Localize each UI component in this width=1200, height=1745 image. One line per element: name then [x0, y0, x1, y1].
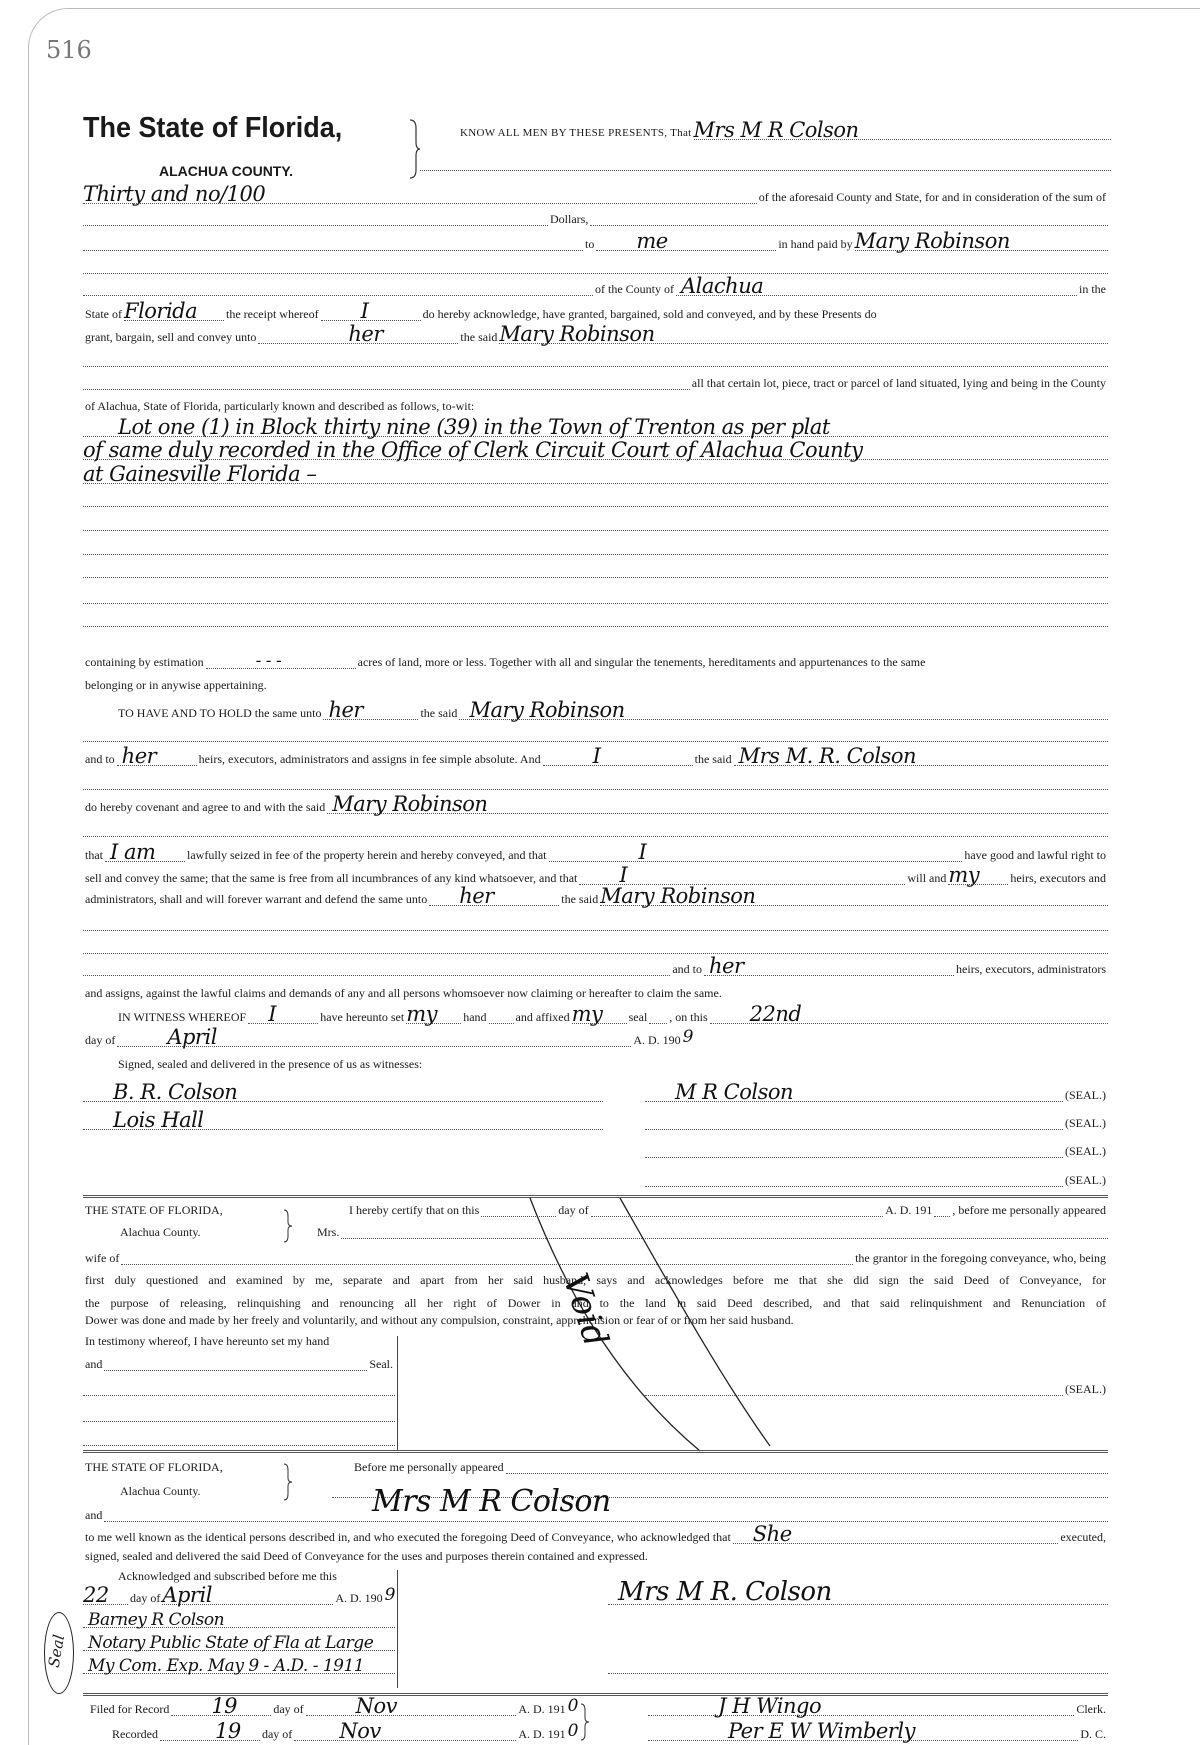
form-text: heirs, executors, administrators: [956, 962, 1106, 976]
form-text: Clerk.: [1076, 1702, 1106, 1716]
form-line: [83, 349, 1108, 367]
void-mark: Void: [554, 1268, 616, 1352]
fill-line: [332, 1484, 1108, 1519]
form-text: lawfully seized in fee of the property herein and hereby conveyed, and that: [187, 848, 547, 862]
handwritten-her: her: [328, 698, 363, 722]
fill-line: [124, 299, 224, 323]
acknowledger-signature: Mrs M R. Colson: [618, 1577, 832, 1607]
blank-line: [83, 541, 1108, 555]
fill-line: [645, 1173, 1063, 1187]
handwritten-year-digit: 0: [567, 1696, 578, 1716]
handwritten-year-digit: 9: [384, 1585, 395, 1605]
handwritten-her: her: [459, 884, 494, 908]
fill-line: [406, 1002, 461, 1026]
form-line: [83, 1545, 1108, 1563]
handwritten-i: I: [619, 863, 628, 887]
fill-line: [323, 698, 418, 722]
form-line: [83, 1330, 395, 1348]
form-text: day of: [558, 1203, 589, 1217]
form-text: the purpose of releasing, relinquishing and renouncing all her right of Dower in and to the land in said Deed described, and that said relinquishment and Renunciation of: [85, 1296, 1106, 1310]
form-text: hand: [463, 1010, 487, 1024]
form-line: [645, 1080, 1108, 1104]
form-line: [83, 1504, 1108, 1522]
form-text: Acknowledged and subscribed before me this: [118, 1569, 337, 1583]
form-line: [83, 1610, 395, 1628]
form-line: [83, 744, 1108, 768]
brace-icon: [282, 1462, 294, 1502]
form-line: [83, 819, 1108, 837]
form-text: and to: [85, 752, 115, 766]
handwritten-day: 22nd: [749, 1002, 802, 1026]
form-text: day of: [273, 1702, 304, 1716]
fill-line: [83, 1656, 395, 1676]
handwritten-her: her: [348, 322, 383, 346]
form-text: I hereby certify that on this: [349, 1203, 480, 1217]
witness-signature: Lois Hall: [113, 1108, 204, 1132]
void-strike-lines: [520, 1196, 780, 1456]
form-line: [83, 1002, 1108, 1026]
handwritten-amount: Thirty and no/100: [83, 182, 266, 206]
fill-line: [83, 1080, 603, 1104]
handwritten-acres: - - -: [255, 651, 282, 671]
form-line: [83, 586, 1108, 604]
fill-line: [704, 954, 954, 978]
seal-label: (SEAL.): [1065, 1116, 1106, 1130]
form-text: the said: [420, 706, 458, 720]
blank-line: [83, 940, 1108, 954]
form-text: to: [585, 237, 595, 251]
fill-line: [248, 1002, 318, 1026]
clerk-signature: J H Wingo: [718, 1694, 822, 1718]
fill-line: [549, 840, 963, 864]
form-text: of the County of: [595, 282, 674, 296]
form-text: administrators, shall and will forever warrant and defend the same unto: [85, 892, 428, 906]
handwritten-grantee: Mary Robinson: [469, 698, 625, 722]
fill-line: [105, 840, 185, 864]
blank-line: [420, 157, 1111, 171]
section-divider: [83, 1450, 1108, 1453]
form-line: [83, 1108, 603, 1132]
fill-line: [83, 462, 1108, 486]
fill-line: [258, 322, 458, 346]
form-line: [83, 913, 1108, 931]
fill-line: [162, 1583, 333, 1607]
form-line: [83, 1522, 1108, 1546]
fill-line: [489, 1010, 514, 1024]
fill-line: [160, 1719, 260, 1743]
form-text: Mrs.: [317, 1225, 340, 1239]
form-text: all that certain lot, piece, tract or parcel of land situated, lying and being in the County: [691, 376, 1106, 390]
form-text: signed, sealed and delivered the said Deed of Conveyance for the uses and purposes therein contained and expressed.: [85, 1549, 648, 1563]
form-text: to me well known as the identical persons described in, and who executed the foregoing Deed of Conveyance, who acknowledged that: [85, 1530, 731, 1544]
form-text: and to: [672, 962, 703, 976]
fill-line: [83, 237, 583, 251]
handwritten-my: my: [948, 863, 980, 887]
form-line: [118, 1480, 268, 1498]
fill-line: [83, 1108, 603, 1132]
form-text: heirs, executors, administrators and assigns in fee simple absolute. And: [198, 752, 541, 766]
form-line: [645, 1169, 1108, 1187]
fill-line: [734, 744, 1108, 768]
form-text: sell and convey the same; that the same is free from all incumbrances of any kind whatsoever, and that: [85, 871, 578, 885]
form-line: [83, 1583, 395, 1607]
brace-line: [397, 1570, 398, 1688]
form-line: [83, 462, 1108, 486]
blank-line: [83, 1432, 395, 1446]
form-text: THE STATE OF FLORIDA,: [85, 1203, 223, 1217]
blank-line: [83, 260, 1108, 274]
form-text: Seal.: [369, 1357, 393, 1371]
handwritten-filed-month: Nov: [355, 1694, 398, 1718]
form-line: [83, 1404, 395, 1422]
handwritten-name: Mrs M R Colson: [372, 1484, 611, 1519]
seal-label: (SEAL.): [1065, 1382, 1106, 1396]
form-line: [83, 1656, 395, 1674]
form-line: [83, 982, 1108, 1000]
form-line: [83, 1456, 283, 1474]
form-text: seal: [628, 1010, 648, 1024]
fill-line: [83, 438, 1108, 462]
handwritten-year-digit: 0: [567, 1721, 578, 1741]
form-text: Dollars,: [550, 212, 589, 226]
fill-line: [83, 962, 670, 976]
blank-line: [83, 1382, 395, 1396]
form-text: first duly questioned and examined by me, separate and apart from her said husband, says and acknowledges before me that she did sign the said Deed of Conveyance, for: [85, 1273, 1106, 1287]
handwritten-filed-day: 19: [211, 1694, 238, 1718]
form-line: [83, 724, 1108, 742]
notary-title: Notary Public State of Fla at Large: [88, 1633, 374, 1653]
fill-line: [645, 1116, 1063, 1130]
form-line: [648, 1694, 1108, 1718]
fill-line: [733, 1522, 1059, 1546]
handwritten-grantee: Mary Robinson: [332, 792, 488, 816]
form-line: [83, 1633, 395, 1651]
form-text: In testimony whereof, I have hereunto set my hand: [85, 1334, 330, 1348]
fill-line: [429, 884, 559, 908]
know-all-text: KNOW ALL MEN BY THESE PRESENTS, That: [460, 127, 692, 139]
form-line: [458, 118, 1111, 142]
fill-line: [83, 415, 1108, 439]
form-text: TO HAVE AND TO HOLD the same unto: [118, 706, 322, 720]
form-text: containing by estimation: [85, 655, 204, 669]
handwritten-grantee: Mary Robinson: [854, 229, 1010, 253]
form-line: [110, 1719, 578, 1743]
form-text: and: [85, 1508, 103, 1522]
form-line: [83, 395, 1108, 413]
fill-line: [104, 1508, 1108, 1522]
form-line: [83, 884, 1108, 908]
form-text: wife of: [85, 1251, 120, 1265]
blank-line: [83, 590, 1108, 604]
form-line: [608, 1577, 1108, 1607]
handwritten-i: I: [592, 744, 601, 768]
county-heading: ALACHUA COUNTY.: [159, 163, 294, 179]
handwritten-month: April: [162, 1583, 212, 1607]
fill-line: [117, 744, 197, 768]
form-line: [83, 489, 1108, 507]
blank-line: [83, 776, 1108, 790]
form-line: [83, 229, 1108, 253]
form-text: and: [85, 1357, 103, 1371]
form-line: [83, 1199, 283, 1217]
form-line: [83, 651, 1108, 669]
form-text: do hereby covenant and agree to and with the said: [85, 800, 326, 814]
handwritten-day: 22: [83, 1583, 109, 1607]
form-text: A. D. 191: [518, 1727, 566, 1741]
witness-signature: B. R. Colson: [113, 1080, 238, 1104]
handwritten-she: She: [752, 1522, 792, 1546]
handwritten-i: I: [360, 299, 369, 323]
form-text: of the aforesaid County and State, for and in consideration of the sum of: [758, 190, 1106, 204]
blank-line: [83, 613, 1108, 627]
blank-line: [83, 517, 1108, 531]
form-line: [83, 1353, 395, 1371]
fill-line: [645, 1144, 1063, 1158]
fill-line: [648, 1694, 1074, 1718]
form-line: [332, 1480, 1108, 1519]
fill-line: [83, 376, 690, 390]
form-text: the grantor in the foregoing conveyance, who, being: [855, 1251, 1106, 1265]
blank-line: [83, 823, 1108, 837]
blank-line: [83, 493, 1108, 507]
form-line: [83, 698, 1108, 722]
form-line: [83, 840, 1108, 864]
form-text: A. D. 191: [885, 1203, 933, 1217]
notary-signature: Barney R Colson: [88, 1610, 225, 1630]
fill-line: [83, 282, 593, 296]
form-line: [645, 1112, 1108, 1130]
fill-line: [590, 212, 1108, 226]
form-line: [83, 274, 1108, 298]
handwritten-grantee: Mary Robinson: [600, 884, 756, 908]
form-line: [83, 954, 1108, 978]
seal-label: (SEAL.): [1065, 1088, 1106, 1102]
form-line: [83, 1428, 395, 1446]
fill-line: [83, 1583, 128, 1607]
form-line: [83, 863, 1108, 887]
brace-icon: [580, 1702, 590, 1742]
blank-line: [83, 564, 1108, 578]
form-text: the said: [694, 752, 732, 766]
form-line: [118, 1221, 268, 1239]
form-text: have hereunto set: [320, 1010, 405, 1024]
handwritten-i: I: [638, 840, 647, 864]
form-line: [88, 1694, 578, 1718]
fill-line: [459, 698, 1108, 722]
form-text: belonging or in anywise appertaining.: [85, 678, 267, 692]
fill-line: [600, 884, 1108, 908]
fill-line: [83, 1610, 395, 1630]
form-line: [83, 674, 1108, 692]
form-text: in the: [1079, 282, 1106, 296]
fill-line: [710, 1002, 1108, 1026]
seal-label: (SEAL.): [1065, 1173, 1106, 1187]
handwritten-state: Florida: [124, 299, 198, 323]
blank-line: [83, 728, 1108, 742]
fill-line: [676, 274, 1077, 298]
form-text: will and: [907, 871, 947, 885]
handwritten-i: I: [268, 1002, 277, 1026]
handwritten-her: her: [121, 744, 157, 768]
form-text: have good and lawful right to: [964, 848, 1106, 862]
form-line: [83, 1025, 693, 1049]
handwritten-description: of same duly recorded in the Office of Clerk Circuit Court of Alachua County: [83, 438, 863, 462]
fill-line: [327, 792, 1108, 816]
form-line: [648, 1719, 1108, 1743]
form-text: Signed, sealed and delivered in the presence of us as witnesses:: [118, 1057, 423, 1071]
form-text: day of: [130, 1591, 161, 1605]
fill-line: [83, 182, 757, 206]
fill-line: [648, 1719, 1078, 1743]
form-text: D. C.: [1080, 1727, 1106, 1741]
handwritten-i-am: I am: [110, 840, 156, 864]
form-line: [83, 415, 1108, 439]
deputy-clerk-signature: Per E W Wimberly: [728, 1719, 915, 1743]
form-line: [83, 1053, 1108, 1071]
fill-line: [499, 322, 1108, 346]
fill-line: [171, 1694, 271, 1718]
form-text: executed,: [1060, 1530, 1106, 1544]
form-text: IN WITNESS WHEREOF: [118, 1010, 247, 1024]
fill-line: [649, 1010, 667, 1024]
grantor-signature: M R Colson: [675, 1080, 794, 1104]
form-text: Alachua County.: [120, 1484, 201, 1498]
form-text: that: [85, 848, 103, 862]
fill-line: [83, 212, 548, 226]
form-line: [83, 537, 1108, 555]
fill-line: [206, 651, 356, 671]
blank-line: [83, 353, 1108, 367]
form-text: heirs, executors and: [1010, 871, 1106, 885]
form-text: Filed for Record: [90, 1702, 170, 1716]
fill-line: [948, 863, 1008, 887]
fill-line: [83, 1633, 395, 1653]
handwritten-grantor: Mrs M R Colson: [693, 118, 859, 142]
form-text: THE STATE OF FLORIDA,: [85, 1460, 223, 1474]
fill-line: [543, 744, 693, 768]
notary-seal-mark: Seal: [44, 1633, 69, 1669]
fill-line: [854, 229, 1108, 253]
form-line: [83, 182, 1108, 206]
form-text: of Alachua, State of Florida, particularly known and described as follows, to-wit:: [85, 399, 475, 413]
brace-line: [397, 1336, 398, 1451]
form-text: and affixed: [515, 1010, 570, 1024]
fill-line: [571, 1002, 627, 1026]
form-text: Before me personally appeared: [354, 1460, 504, 1474]
seal-label: (SEAL.): [1065, 1144, 1106, 1158]
fill-line: [934, 1203, 950, 1217]
notary-commission: My Com. Exp. May 9 - A.D. - 1911: [88, 1656, 365, 1676]
form-text: grant, bargain, sell and convey unto: [85, 330, 257, 344]
handwritten-my: my: [406, 1002, 437, 1026]
fill-line: [608, 1577, 1108, 1607]
form-text: the said: [561, 892, 599, 906]
form-text: State of: [85, 307, 122, 321]
fill-line: [645, 1080, 1063, 1104]
form-line: [420, 153, 1111, 171]
form-line: [645, 1140, 1108, 1158]
form-line: [83, 256, 1108, 274]
form-line: [83, 772, 1108, 790]
handwritten-month: April: [167, 1025, 217, 1049]
handwritten-grantor: Mrs M. R. Colson: [738, 744, 916, 768]
form-line: [83, 560, 1108, 578]
form-line: [83, 1565, 395, 1583]
form-line: [83, 609, 1108, 627]
fill-line: [596, 229, 776, 253]
form-title: The State of Florida,: [83, 112, 343, 144]
form-line: [83, 372, 1108, 390]
form-text: Alachua County.: [120, 1225, 201, 1239]
form-text: A. D. 190: [633, 1033, 681, 1047]
form-line: [83, 936, 1108, 954]
form-text: acres of land, more or less. Together with all and singular the tenements, hereditaments and appurtenances to the same: [357, 655, 926, 669]
blank-line: [83, 1408, 395, 1422]
form-text: day of: [85, 1033, 116, 1047]
handwritten-recorded-month: Nov: [339, 1719, 381, 1743]
form-line: [608, 1656, 1108, 1674]
form-text: day of: [261, 1727, 293, 1741]
blank-line: [83, 917, 1108, 931]
form-text: A. D. 190: [335, 1591, 383, 1605]
form-text: A. D. 191: [518, 1702, 566, 1716]
form-text: the said: [460, 330, 498, 344]
handwritten-my: my: [571, 1002, 603, 1026]
form-text: , on this: [669, 1010, 708, 1024]
page-number: 516: [46, 36, 92, 64]
handwritten-description: Lot one (1) in Block thirty nine (39) in the Town of Trenton as per plat: [118, 415, 830, 439]
form-line: [83, 792, 1108, 816]
form-line: [83, 322, 1108, 346]
handwritten-description: at Gainesville Florida –: [83, 462, 317, 486]
form-line: [83, 208, 1108, 226]
blank-line: [608, 1660, 1108, 1674]
form-text: Dower was done and made by her freely and voluntarily, and without any compulsion, constraint, apprehension or fear of or from her said husband.: [85, 1313, 794, 1327]
handwritten-her: her: [709, 954, 744, 978]
form-line: [83, 1378, 395, 1396]
form-text: , before me personally appeared: [952, 1203, 1106, 1217]
handwritten-grantee: Mary Robinson: [499, 322, 655, 346]
form-line: [83, 1080, 603, 1104]
form-line: [352, 1456, 1108, 1474]
form-text: and assigns, against the lawful claims and demands of any and all persons whomsoever now claiming or hereafter to claim the same.: [85, 986, 722, 1000]
form-text: do hereby acknowledge, have granted, bargained, sold and conveyed, and by these Presents do: [422, 307, 877, 321]
fill-line: [506, 1460, 1108, 1474]
brace-icon: [282, 1208, 294, 1244]
form-text: in hand paid by: [778, 237, 853, 251]
form-line: [83, 513, 1108, 531]
fill-line: [306, 1694, 517, 1718]
fill-line: [294, 1719, 516, 1743]
form-line: [83, 299, 1108, 323]
handwritten-county: Alachua: [681, 274, 764, 298]
fill-line: [693, 118, 1111, 142]
fill-line: [321, 299, 421, 323]
form-text: Recorded: [112, 1727, 158, 1741]
fill-line: [117, 1025, 631, 1049]
handwritten-recorded-day: 19: [214, 1719, 241, 1743]
fill-line: [104, 1357, 367, 1371]
form-text: the receipt whereof: [226, 307, 319, 321]
fill-line: [579, 863, 905, 887]
form-line: [83, 438, 1108, 462]
handwritten-payee: me: [636, 229, 668, 253]
handwritten-year-digit: 9: [682, 1027, 693, 1047]
